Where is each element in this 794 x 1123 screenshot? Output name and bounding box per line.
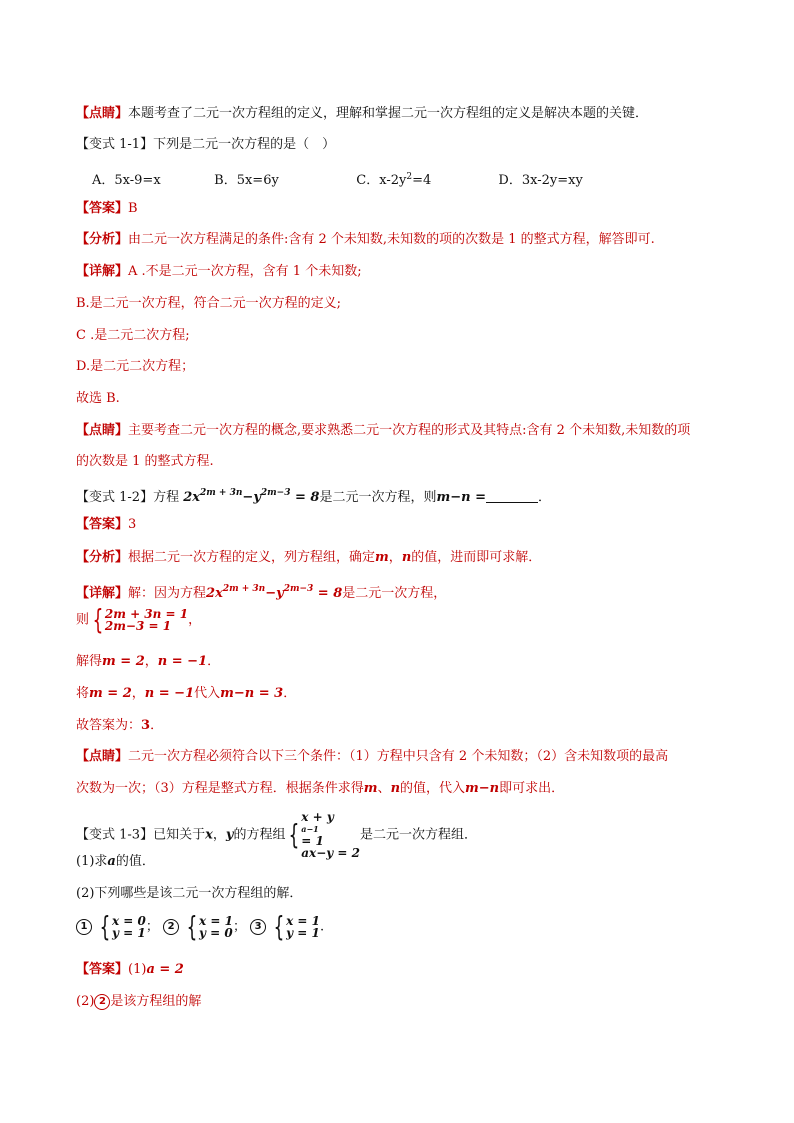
line-analysis-2: 【分析】根据二元一次方程的定义，列方程组，确定m，n的值，进而即可求解． [76,550,542,565]
equation: $2x^{2m + 3n}-y^{2m-3} = 8$ [183,488,320,505]
line-8: C .是二元二次方程; [76,328,190,343]
question-text: 下列是二元一次方程的是（ ） [153,137,336,152]
line-7: B.是二元一次方程，符合二元一次方程的定义; [76,296,342,311]
line-variant-1-2: 【变式 1-2】方程 $2x^{2m + 3n}-y^{2m-3} = 8$是二元一次方程，则m−n = ． [76,488,552,505]
circle-three: 3 [250,919,266,935]
line-answer-1: 【答案】B [76,201,138,216]
choice-system-1: { x = 0 y = 1 [99,910,146,943]
line-solve: 解得m = 2，n = −1． [76,654,221,669]
choice-system-2: { x = 1 y = 0 [186,910,233,943]
option-b: B．5x=6y [214,173,279,188]
line-12: 的次数是 1 的整式方程. [76,454,214,469]
tag-dianjing: 【点睛】 [76,106,129,121]
line-11: 【点睛】主要考查二元一次方程的概念,要求熟悉二元一次方程的形式及其特点:含有 2 个未知数,未知数的项 [76,423,691,438]
line-10: 故选 B. [76,391,120,406]
tag-variant: 【变式 1-1】 [76,137,154,152]
options-row [92,168,583,190]
line-25: (2)下列哪些是该二元一次方程组的解． [76,886,303,901]
line-variant-1-3: 【变式 1-3】已知关于x，y的方程组 { x + y a−1 = 1 ax−y = 2 是二元一次方程组． [76,810,478,860]
line-detail-2: 【详解】解：因为方程$2x^{2m + 3n}-y^{2m-3} = 8$是二元一次方程， [76,584,447,601]
line-substitute: 将m = 2，n = −1代入m−n = 3． [76,686,297,701]
option-a: A．5x-9=x [92,173,161,188]
line-21: 【点睛】二元一次方程必须符合以下三个条件：（1）方程中只含有 2 个未知数；（2）含未知数项的最高 [76,749,669,764]
option-c: C．$x-2y^2=4$ [356,172,432,188]
line-analysis-1: 【分析】由二元一次方程满足的条件:含有 2 个未知数,未知数的项的次数是 1 的整式方程，解答即可. [76,232,655,247]
line-28: (2) 2 是该方程组的解 [76,994,202,1009]
circle-one: 1 [76,919,92,935]
option-d: D．3x-2y=xy [498,173,583,188]
equation-system: { 2m + 3n = 1 2m−3 = 1 [92,603,189,636]
line-24: (1)求a的值． [76,854,155,869]
line-2 [76,136,335,154]
line-detail-1: 【详解】A .不是二元一次方程，含有 1 个未知数; [76,264,362,279]
text: 本题考查了二元一次方程组的定义，理解和掌握二元一次方程组的定义是解决本题的关键． [128,106,649,121]
line-9: D.是二元二次方程； [76,359,195,374]
line-answer-3: 【答案】(1)a = 2 [76,962,184,977]
line-system-1: 则 { 2m + 3n = 1 2m−3 = 1 ， [76,603,202,636]
line-choices: 1 { x = 0 y = 1 ； 2 { x = 1 y = 0 ； 3 { x = 1 y = 1 . [76,913,324,941]
line-22: 次数为一次；（3）方程是整式方程．根据条件求得m、n的值，代入m−n即可求出． [76,781,565,796]
answer-blank [486,490,538,503]
line-1 [76,105,648,123]
circle-two: 2 [163,919,179,935]
line-final-answer: 故答案为：3． [76,718,164,733]
choice-system-3: { x = 1 y = 1 [273,910,320,943]
equation-system: { x + y a−1 = 1 ax−y = 2 [289,810,360,860]
line-answer-2: 【答案】3 [76,517,137,532]
